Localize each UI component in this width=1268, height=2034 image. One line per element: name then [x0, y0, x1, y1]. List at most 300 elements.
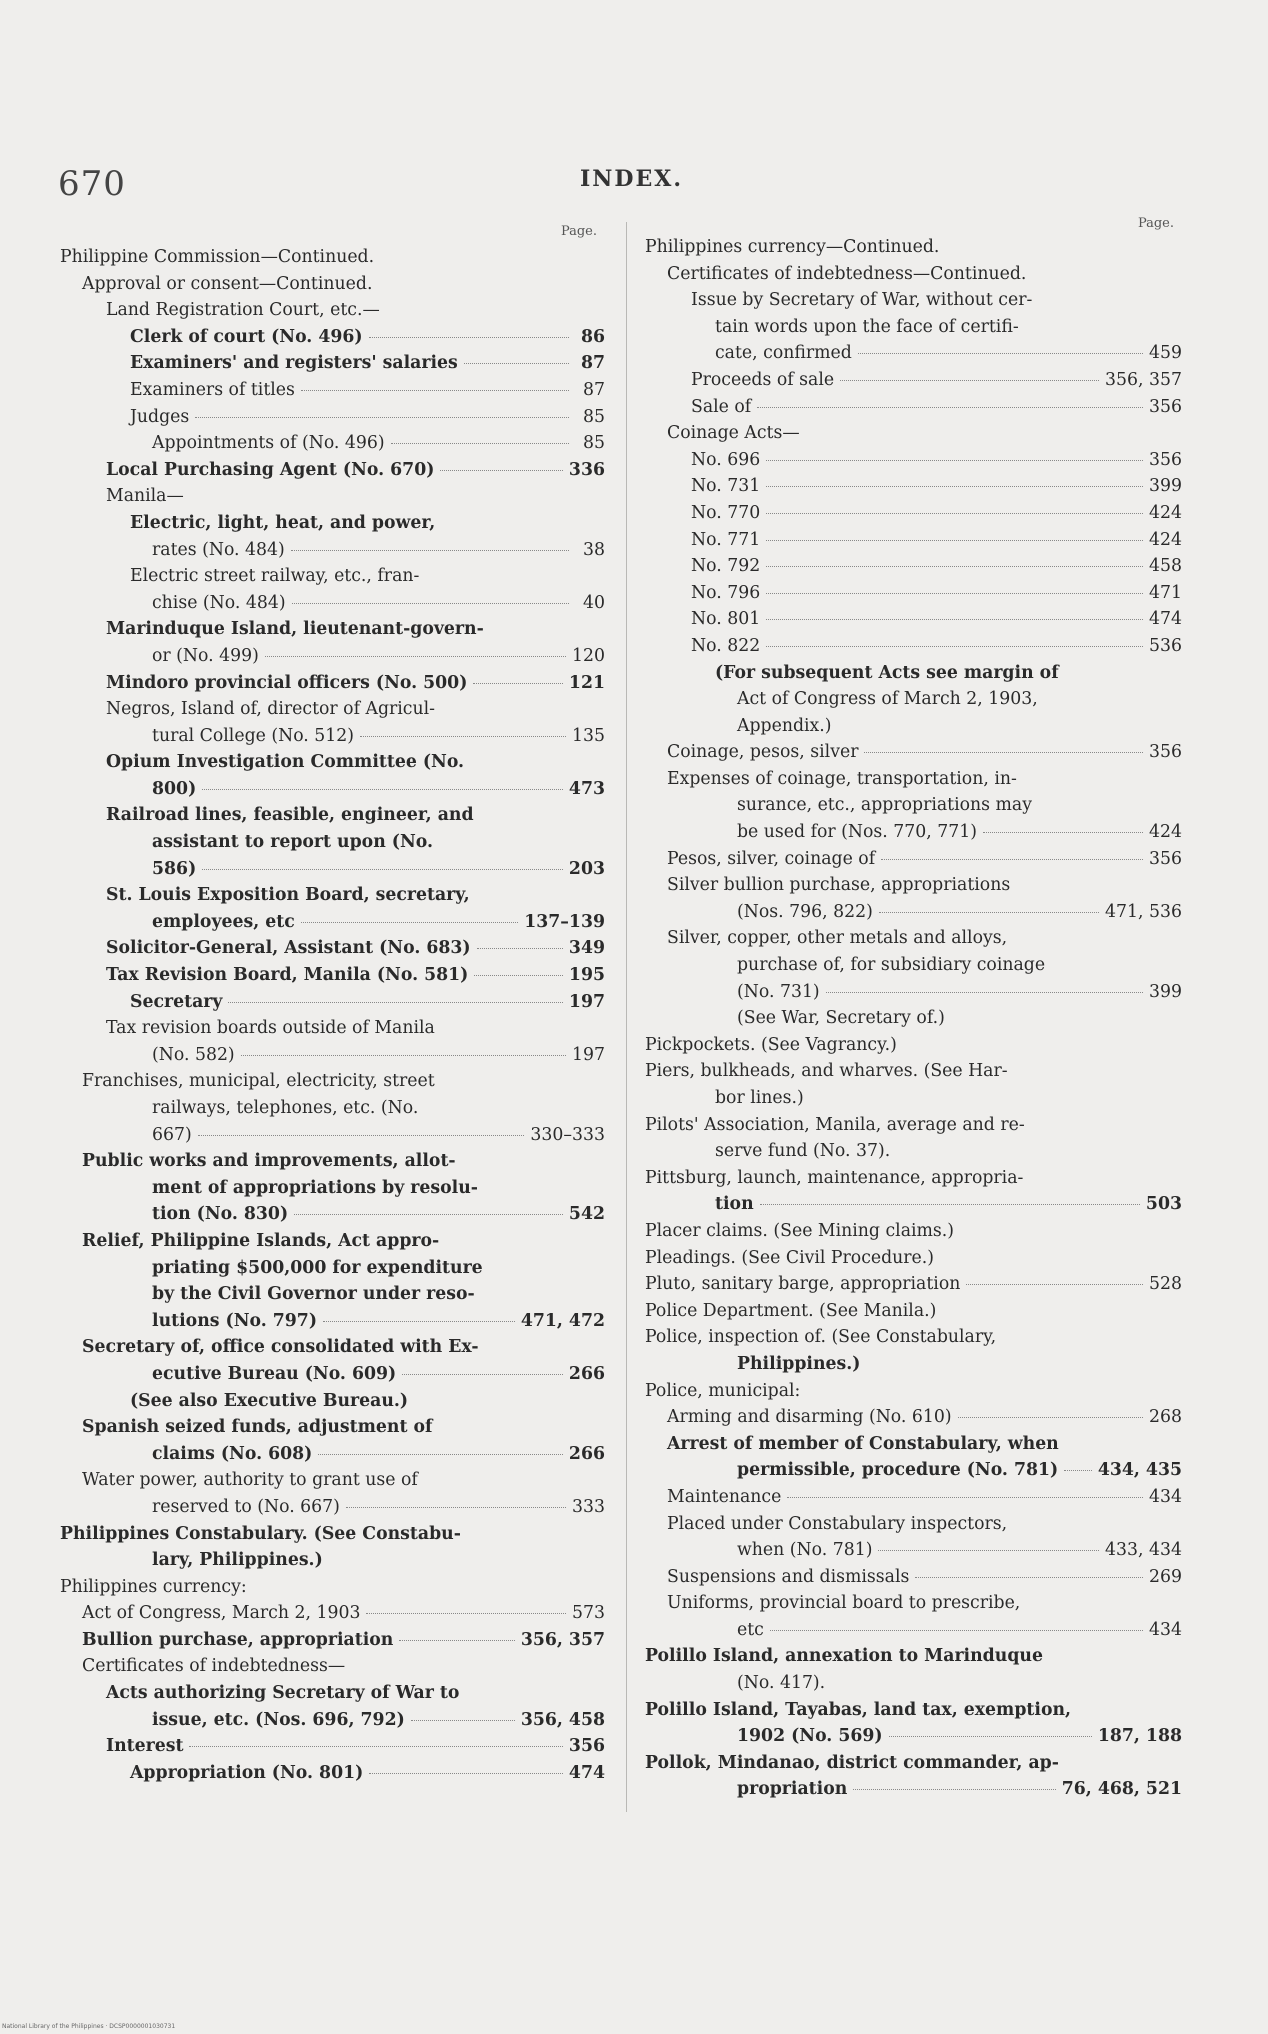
entry-text: Approval or consent—Continued. — [82, 273, 373, 294]
index-entry — [645, 1032, 1182, 1059]
entry-text: Philippines currency: — [60, 1576, 247, 1597]
entry-text: railways, telephones, etc. (No. — [152, 1098, 419, 1118]
index-entry — [60, 776, 605, 803]
index-entry — [645, 1165, 1182, 1192]
entry-page-ref: 356 — [1149, 848, 1182, 869]
leader-dots — [477, 948, 563, 949]
entry-text: Manila— — [106, 486, 184, 507]
index-entry — [645, 633, 1182, 660]
entry-text: Silver bullion purchase, appropriations — [667, 875, 1011, 896]
entry-text: No. 696 — [691, 449, 761, 470]
index-entry — [645, 1670, 1182, 1697]
entry-text: Spanish seized funds, adjustment of — [82, 1417, 433, 1438]
entry-text: 800) — [152, 778, 197, 799]
leader-dots — [346, 1507, 566, 1508]
index-entry — [645, 527, 1182, 554]
entry-text: employees, etc — [152, 911, 295, 932]
entry-text: Clerk of court (No. 496) — [130, 326, 363, 347]
index-entry — [60, 802, 605, 829]
entry-text: Uniforms, provincial board to prescribe, — [667, 1593, 1021, 1614]
entry-page-ref: 503 — [1145, 1194, 1182, 1215]
leader-dots — [202, 869, 563, 870]
running-head: INDEX. — [580, 166, 683, 192]
index-entry — [645, 660, 1182, 687]
entry-text: lutions (No. 797) — [152, 1310, 317, 1331]
index-entry — [60, 670, 605, 697]
entry-text: Pesos, silver, coinage of — [667, 848, 876, 869]
entry-text: by the Civil Governor under reso- — [152, 1284, 475, 1305]
index-entry — [645, 1431, 1182, 1458]
entry-page-ref: 330–333 — [530, 1124, 605, 1145]
entry-page-ref: 573 — [572, 1603, 605, 1624]
entry-text: Pittsburg, launch, maintenance, appropria- — [645, 1167, 1024, 1188]
leader-dots — [294, 1214, 563, 1215]
leader-dots — [983, 832, 1143, 833]
index-entry — [60, 1574, 605, 1601]
entry-text: Police, municipal: — [645, 1380, 801, 1401]
entry-text: Coinage Acts— — [667, 423, 800, 444]
leader-dots — [473, 683, 563, 684]
index-entry — [60, 1467, 605, 1494]
index-entry — [60, 457, 605, 484]
index-entry — [645, 1138, 1182, 1165]
leader-dots — [840, 380, 1099, 381]
entry-text: Tax Revision Board, Manila (No. 581) — [106, 965, 469, 986]
index-entry — [60, 935, 605, 962]
entry-text: cate, confirmed — [715, 343, 852, 364]
index-entry — [60, 404, 605, 431]
index-entry — [645, 606, 1182, 633]
entry-text: Certificates of indebtedness—Continued. — [667, 263, 1027, 284]
entry-text: St. Louis Exposition Board, secretary, — [106, 885, 470, 906]
entry-text: Certificates of indebtedness— — [82, 1656, 346, 1677]
index-entry — [645, 1191, 1182, 1218]
index-entry — [60, 1361, 605, 1388]
index-entry — [60, 1441, 605, 1468]
entry-page-ref: 471, 536 — [1105, 901, 1182, 922]
leader-dots — [766, 593, 1143, 594]
index-entry — [645, 739, 1182, 766]
index-entry — [60, 1600, 605, 1627]
leader-dots — [189, 1746, 562, 1747]
index-entry — [60, 989, 605, 1016]
entry-text: priating $500,000 for expenditure — [152, 1257, 483, 1278]
index-entry — [60, 696, 605, 723]
leader-dots — [766, 566, 1143, 567]
index-entry — [645, 1058, 1182, 1085]
index-entry — [645, 1511, 1182, 1538]
entry-text: Act of Congress, March 2, 1903 — [82, 1603, 361, 1624]
entry-text: Negros, Island of, director of Agricul- — [106, 699, 435, 720]
entry-text: propriation — [737, 1779, 848, 1800]
entry-page-ref: 474 — [568, 1762, 605, 1783]
entry-page-ref: 356, 458 — [520, 1709, 605, 1730]
leader-dots — [766, 513, 1143, 514]
left-column — [60, 224, 605, 1786]
index-entry — [60, 1521, 605, 1548]
leader-dots — [958, 1417, 1143, 1418]
leader-dots — [881, 859, 1143, 860]
index-entry — [645, 1723, 1182, 1750]
entry-text: Maintenance — [667, 1486, 782, 1507]
index-entry — [60, 510, 605, 537]
entry-text: Acts authorizing Secretary of War to — [106, 1683, 460, 1704]
leader-dots — [301, 390, 569, 391]
entry-text: No. 792 — [691, 556, 761, 577]
entry-text: etc — [737, 1619, 764, 1640]
index-entry — [645, 925, 1182, 952]
index-entry — [60, 962, 605, 989]
index-entry — [60, 856, 605, 883]
entry-text: Philippines currency—Continued. — [645, 237, 940, 257]
leader-dots — [391, 443, 569, 444]
index-entry — [60, 1015, 605, 1042]
index-entry — [60, 483, 605, 510]
entry-page-ref: 85 — [583, 433, 605, 454]
leader-dots — [241, 1055, 566, 1056]
page-number: 670 — [58, 164, 126, 204]
index-entry — [60, 563, 605, 590]
entry-page-ref: 434, 435 — [1097, 1460, 1182, 1481]
leader-dots — [369, 337, 569, 338]
index-entry — [645, 766, 1182, 793]
index-entry — [645, 1537, 1182, 1564]
entry-text: Land Registration Court, etc.— — [106, 300, 380, 321]
index-entry — [60, 1228, 605, 1255]
index-entry — [645, 872, 1182, 899]
index-entry — [60, 1547, 605, 1574]
index-entry — [60, 1653, 605, 1680]
entry-text: Mindoro provincial officers (No. 500) — [106, 672, 468, 693]
entry-page-ref: 120 — [572, 645, 605, 666]
entry-text: tion (No. 830) — [152, 1204, 289, 1225]
entry-page-ref: 86 — [580, 326, 605, 347]
index-entry — [60, 1414, 605, 1441]
leader-dots — [853, 1789, 1055, 1790]
entry-text: Opium Investigation Committee (No. — [106, 752, 465, 773]
index-entry — [645, 1351, 1182, 1378]
index-entry — [645, 1643, 1182, 1670]
index-entry — [645, 1776, 1182, 1803]
index-entry — [60, 244, 605, 271]
index-entry — [60, 1707, 605, 1734]
leader-dots — [826, 992, 1143, 993]
entry-text: Polillo Island, Tayabas, land tax, exemption, — [645, 1699, 1072, 1720]
index-entry — [60, 1042, 605, 1069]
entry-text: ecutive Bureau (No. 609) — [152, 1363, 397, 1384]
entry-text: serve fund (No. 37). — [715, 1141, 891, 1162]
entry-text: chise (No. 484) — [152, 592, 286, 613]
entry-page-ref: 473 — [568, 778, 605, 799]
leader-dots — [878, 1550, 1099, 1551]
entry-text: No. 731 — [691, 476, 761, 497]
index-entry — [645, 553, 1182, 580]
entry-text: Appropriation (No. 801) — [130, 1762, 364, 1783]
leader-dots — [265, 656, 566, 657]
index-entry — [645, 261, 1182, 288]
index-entry — [60, 1122, 605, 1149]
index-entry — [645, 1245, 1182, 1272]
entry-page-ref: 399 — [1149, 476, 1182, 497]
entry-text: No. 796 — [691, 582, 761, 603]
entry-text: Tax revision boards outside of Manila — [106, 1018, 435, 1039]
index-entry — [645, 1218, 1182, 1245]
entry-page-ref: 87 — [583, 379, 605, 400]
leader-dots — [1064, 1470, 1092, 1471]
column-divider — [626, 222, 627, 1812]
index-entry — [60, 616, 605, 643]
index-entry — [60, 324, 605, 351]
entry-page-ref: 356 — [1149, 449, 1182, 470]
entry-text: Pilots' Association, Manila, average and re- — [645, 1114, 1025, 1135]
entry-text: Coinage, pesos, silver — [667, 742, 859, 763]
entry-text: Silver, copper, other metals and alloys, — [667, 928, 1008, 949]
entry-text: Local Purchasing Agent (No. 670) — [106, 459, 435, 480]
entry-text: No. 801 — [691, 609, 761, 630]
index-entry — [60, 537, 605, 564]
leader-dots — [787, 1497, 1143, 1498]
index-entry — [645, 686, 1182, 713]
entry-text: (See War, Secretary of.) — [737, 1008, 945, 1029]
entry-text: (For subsequent Acts see margin of — [715, 662, 1059, 683]
entry-page-ref: 268 — [1149, 1407, 1182, 1428]
entry-text: Pickpockets. (See Vagrancy.) — [645, 1034, 897, 1055]
entry-page-ref: 40 — [583, 592, 605, 613]
index-entry — [60, 1068, 605, 1095]
entry-page-ref: 76, 468, 521 — [1061, 1779, 1182, 1800]
index-entry — [645, 340, 1182, 367]
entry-text: Examiners' and registers' salaries — [130, 353, 458, 374]
entry-text: Pollok, Mindanao, district commander, ap- — [645, 1752, 1059, 1773]
index-entry — [645, 1457, 1182, 1484]
index-entry — [60, 1334, 605, 1361]
index-entry — [645, 846, 1182, 873]
entry-page-ref: 336 — [568, 459, 605, 480]
index-entry — [645, 979, 1182, 1006]
index-entry — [60, 1175, 605, 1202]
right-entries — [645, 234, 1182, 1803]
index-entry — [645, 447, 1182, 474]
entry-page-ref: 433, 434 — [1105, 1540, 1182, 1561]
entry-page-ref: 356, 357 — [520, 1629, 605, 1650]
leader-dots — [198, 1135, 525, 1136]
leader-dots — [323, 1321, 515, 1322]
entry-text: tain words upon the face of certifi- — [715, 316, 1019, 337]
entry-page-ref: 528 — [1149, 1274, 1182, 1295]
index-entry — [645, 952, 1182, 979]
entry-page-ref: 399 — [1149, 981, 1182, 1002]
index-entry — [60, 350, 605, 377]
entry-page-ref: 85 — [583, 406, 605, 427]
leader-dots — [915, 1577, 1143, 1578]
index-entry — [60, 909, 605, 936]
entry-text: ment of appropriations by resolu- — [152, 1177, 478, 1198]
leader-dots — [474, 975, 563, 976]
index-entry — [645, 420, 1182, 447]
index-entry — [645, 1378, 1182, 1405]
leader-dots — [766, 540, 1143, 541]
entry-page-ref: 197 — [572, 1044, 605, 1065]
index-entry — [60, 1201, 605, 1228]
entry-text: Philippines.) — [737, 1353, 861, 1374]
leader-dots — [202, 789, 563, 790]
index-entry — [645, 1271, 1182, 1298]
entry-text: (See also Executive Bureau.) — [130, 1390, 409, 1411]
entry-text: 586) — [152, 858, 197, 879]
index-entry — [645, 473, 1182, 500]
entry-text: Appointments of (No. 496) — [152, 433, 385, 454]
leader-dots — [399, 1640, 514, 1641]
index-entry — [645, 1324, 1182, 1351]
entry-text: Secretary — [130, 991, 223, 1012]
page-column-label: Page. — [1137, 216, 1174, 231]
index-entry — [60, 1281, 605, 1308]
index-entry — [645, 1112, 1182, 1139]
index-entry — [60, 271, 605, 298]
entry-page-ref: 333 — [572, 1496, 605, 1517]
entry-page-ref: 434 — [1149, 1486, 1182, 1507]
index-entry — [645, 1590, 1182, 1617]
index-entry — [60, 829, 605, 856]
entry-page-ref: 266 — [568, 1363, 605, 1384]
entry-text: purchase of, for subsidiary coinage — [737, 955, 1046, 976]
entry-page-ref: 474 — [1149, 609, 1182, 630]
leader-dots — [766, 619, 1143, 620]
index-entry — [60, 1760, 605, 1787]
leader-dots — [766, 486, 1143, 487]
library-footer-note: National Library of the Philippines · DCSP0000001030731 — [2, 2023, 176, 2030]
entry-text: Pleadings. (See Civil Procedure.) — [645, 1247, 935, 1268]
entry-text: No. 770 — [691, 502, 761, 523]
left-entries — [60, 244, 605, 1786]
index-entry — [645, 580, 1182, 607]
leader-dots — [301, 922, 518, 923]
entry-text: Arming and disarming (No. 610) — [667, 1407, 952, 1428]
entry-text: Proceeds of sale — [691, 369, 835, 390]
index-entry — [60, 1308, 605, 1335]
entry-text: Solicitor-General, Assistant (No. 683) — [106, 938, 471, 959]
entry-page-ref: 424 — [1149, 529, 1182, 550]
entry-text: Polillo Island, annexation to Marinduque — [645, 1646, 1043, 1667]
leader-dots — [411, 1720, 515, 1721]
entry-text: Philippines Constabulary. (See Constabu- — [60, 1523, 461, 1544]
entry-text: (Nos. 796, 822) — [737, 901, 873, 922]
leader-dots — [464, 363, 569, 364]
entry-page-ref: 121 — [568, 672, 605, 693]
entry-text: Examiners of titles — [130, 379, 295, 400]
index-entry — [645, 1750, 1182, 1777]
entry-text: Placed under Constabulary inspectors, — [667, 1513, 1008, 1534]
leader-dots — [195, 417, 569, 418]
entry-page-ref: 203 — [568, 858, 605, 879]
entry-text: Police Department. (See Manila.) — [645, 1300, 937, 1321]
entry-text: Judges — [130, 406, 190, 427]
leader-dots — [766, 646, 1143, 647]
index-entry — [60, 1680, 605, 1707]
entry-text: (No. 417). — [737, 1673, 826, 1694]
index-entry — [60, 882, 605, 909]
entry-text: Act of Congress of March 2, 1903, — [737, 689, 1038, 710]
entry-text: Issue by Secretary of War, without cer- — [691, 290, 1033, 311]
leader-dots — [864, 752, 1143, 753]
entry-page-ref: 458 — [1149, 556, 1182, 577]
index-entry — [60, 1627, 605, 1654]
index-entry — [645, 792, 1182, 819]
index-entry — [60, 1494, 605, 1521]
index-entry — [645, 1697, 1182, 1724]
entry-page-ref: 424 — [1149, 822, 1182, 843]
entry-page-ref: 135 — [572, 725, 605, 746]
entry-text: Sale of — [691, 396, 752, 417]
index-entry — [60, 377, 605, 404]
entry-text: Pluto, sanitary barge, appropriation — [645, 1274, 961, 1295]
entry-text: No. 822 — [691, 635, 761, 656]
entry-text: 667) — [152, 1124, 192, 1145]
entry-text: Police, inspection of. (See Constabulary, — [645, 1327, 997, 1348]
page-column-label: Page. — [560, 224, 597, 239]
leader-dots — [291, 550, 569, 551]
entry-text: Water power, authority to grant use of — [82, 1470, 418, 1491]
entry-text: Philippine Commission—Continued. — [60, 247, 375, 267]
entry-text: Arrest of member of Constabulary, when — [667, 1433, 1059, 1454]
entry-text: Relief, Philippine Islands, Act appro- — [82, 1230, 440, 1251]
entry-text: Expenses of coinage, transportation, in- — [667, 768, 1017, 789]
entry-text: permissible, procedure (No. 781) — [737, 1460, 1059, 1481]
entry-text: No. 771 — [691, 529, 761, 550]
entry-text: Public works and improvements, allot- — [82, 1151, 456, 1172]
index-entry — [60, 1095, 605, 1122]
entry-text: Bullion purchase, appropriation — [82, 1629, 394, 1650]
entry-text: bor lines.) — [715, 1088, 804, 1108]
entry-text: lary, Philippines.) — [152, 1550, 323, 1571]
entry-page-ref: 195 — [568, 965, 605, 986]
entry-text: tion — [715, 1194, 754, 1215]
entry-page-ref: 38 — [583, 539, 605, 560]
entry-page-ref: 356, 357 — [1105, 369, 1182, 390]
leader-dots — [770, 1630, 1143, 1631]
index-entry — [60, 723, 605, 750]
entry-text: Interest — [106, 1736, 184, 1757]
entry-text: assistant to report upon (No. — [152, 832, 433, 853]
entry-text: 1902 (No. 569) — [737, 1726, 883, 1747]
index-entry — [645, 367, 1182, 394]
leader-dots — [366, 1613, 566, 1614]
entry-text: reserved to (No. 667) — [152, 1496, 340, 1517]
entry-text: tural College (No. 512) — [152, 725, 355, 746]
entry-page-ref: 269 — [1149, 1566, 1182, 1587]
leader-dots — [402, 1374, 563, 1375]
entry-page-ref: 87 — [580, 353, 605, 374]
entry-page-ref: 459 — [1149, 343, 1182, 364]
leader-dots — [228, 1002, 562, 1003]
entry-text: be used for (Nos. 770, 771) — [737, 822, 977, 843]
index-entry — [645, 394, 1182, 421]
index-entry — [645, 1298, 1182, 1325]
entry-page-ref: 434 — [1149, 1619, 1182, 1640]
entry-text: Suspensions and dismissals — [667, 1566, 910, 1587]
index-entry — [60, 749, 605, 776]
entry-page-ref: 356 — [1149, 742, 1182, 763]
entry-text: Franchises, municipal, electricity, street — [82, 1071, 435, 1092]
index-entry — [60, 1733, 605, 1760]
leader-dots — [292, 603, 569, 604]
entry-page-ref: 187, 188 — [1097, 1726, 1182, 1747]
entry-text: rates (No. 484) — [152, 539, 285, 560]
index-entry — [645, 1484, 1182, 1511]
entry-text: Railroad lines, feasible, engineer, and — [106, 805, 474, 826]
index-entry — [645, 1564, 1182, 1591]
entry-page-ref: 137–139 — [524, 911, 605, 932]
